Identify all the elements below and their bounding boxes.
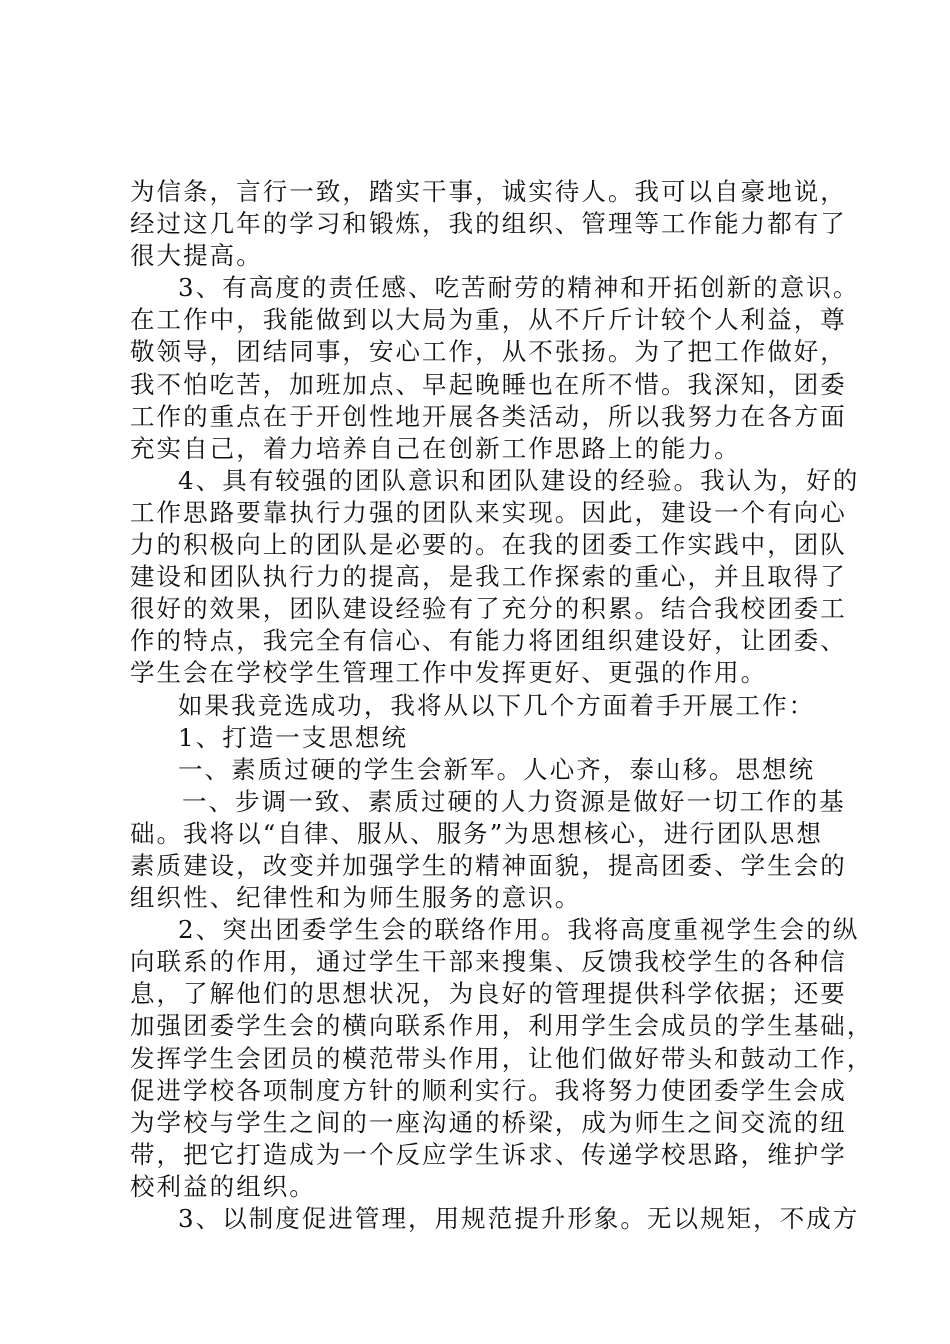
text-line: 为信条，言行一致，踏实干事，诚实待人。我可以自豪地说， (130, 177, 847, 206)
text-line: 1、打造一支思想统 (178, 722, 409, 752)
text-line: 经过这几年的学习和锻炼，我的组织、管理等工作能力都有了 (130, 209, 847, 239)
text-line: 素质建设，改变并加强学生的精神面貌，提高团委、学生会的 (130, 850, 847, 880)
text-line: 作的特点，我完全有信心、有能力将团组织建设好，让团委、 (130, 626, 847, 656)
text-line: 一、步调一致、素质过硬的人力资源是做好一切工作的基 (182, 786, 846, 816)
text-line: 带，把它打造成为一个反应学生诉求、传递学校思路，维护学 (130, 1139, 847, 1169)
text-line: 为学校与学生之间的一座沟通的桥梁，成为师生之间交流的纽 (130, 1107, 847, 1137)
text-line: 加强团委学生会的横向联系作用，利用学生会成员的学生基础， (130, 1011, 874, 1041)
text-line: 如果我竞选成功，我将从以下几个方面着手开展工作： (178, 690, 816, 720)
text-line: 组织性、纪律性和为师生服务的意识。 (130, 883, 582, 913)
text-line: 4、具有较强的团队意识和团队建设的经验。我认为，好的 (178, 465, 860, 495)
text-line: 充实自己，着力培养自己在创新工作思路上的能力。 (130, 433, 741, 463)
text-line: 很大提高。 (130, 241, 263, 271)
text-line: 很好的效果，团队建设经验有了充分的积累。结合我校团委工 (130, 594, 847, 624)
text-line: 3、有高度的责任感、吃苦耐劳的精神和开拓创新的意识。 (178, 273, 860, 303)
text-line: 在工作中，我能做到以大局为重，从不斤斤计较个人利益，尊 (130, 305, 847, 335)
text-line: 发挥学生会团员的模范带头作用，让他们做好带头和鼓动工作， (130, 1043, 874, 1073)
text-line: 工作的重点在于开创性地开展各类活动，所以我努力在各方面 (130, 401, 847, 431)
text-line: 我不怕吃苦，加班加点、早起晚睡也在所不惜。我深知，团委 (130, 369, 847, 399)
text-line: 力的积极向上的团队是必要的。在我的团委工作实践中，团队 (130, 530, 847, 560)
text-line: 础。我将以“自律、服从、服务”为思想核心，进行团队思想 (130, 818, 823, 848)
text-line: 校利益的组织。 (130, 1171, 316, 1201)
text-line: 敬领导，团结同事，安心工作，从不张扬。为了把工作做好， (130, 337, 847, 367)
text-line: 学生会在学校学生管理工作中发挥更好、更强的作用。 (130, 658, 768, 688)
text-line: 向联系的作用，通过学生干部来搜集、反馈我校学生的各种信 (130, 947, 847, 977)
text-line: 一、素质过硬的学生会新军。人心齐，泰山移。思想统 (178, 754, 816, 784)
text-line: 工作思路要靠执行力强的团队来实现。因此，建设一个有向心 (130, 497, 847, 527)
text-line: 促进学校各项制度方针的顺利实行。我将努力使团委学生会成 (130, 1075, 847, 1105)
text-line: 3、以制度促进管理，用规范提升形象。无以规矩，不成方 (178, 1204, 860, 1233)
document-body (130, 176, 874, 1235)
text-line: 建设和团队执行力的提高，是我工作探索的重心，并且取得了 (130, 562, 847, 592)
text-line: 2、突出团委学生会的联络作用。我将高度重视学生会的纵 (178, 915, 860, 945)
text-line: 息，了解他们的思想状况，为良好的管理提供科学依据；还要 (130, 979, 847, 1009)
